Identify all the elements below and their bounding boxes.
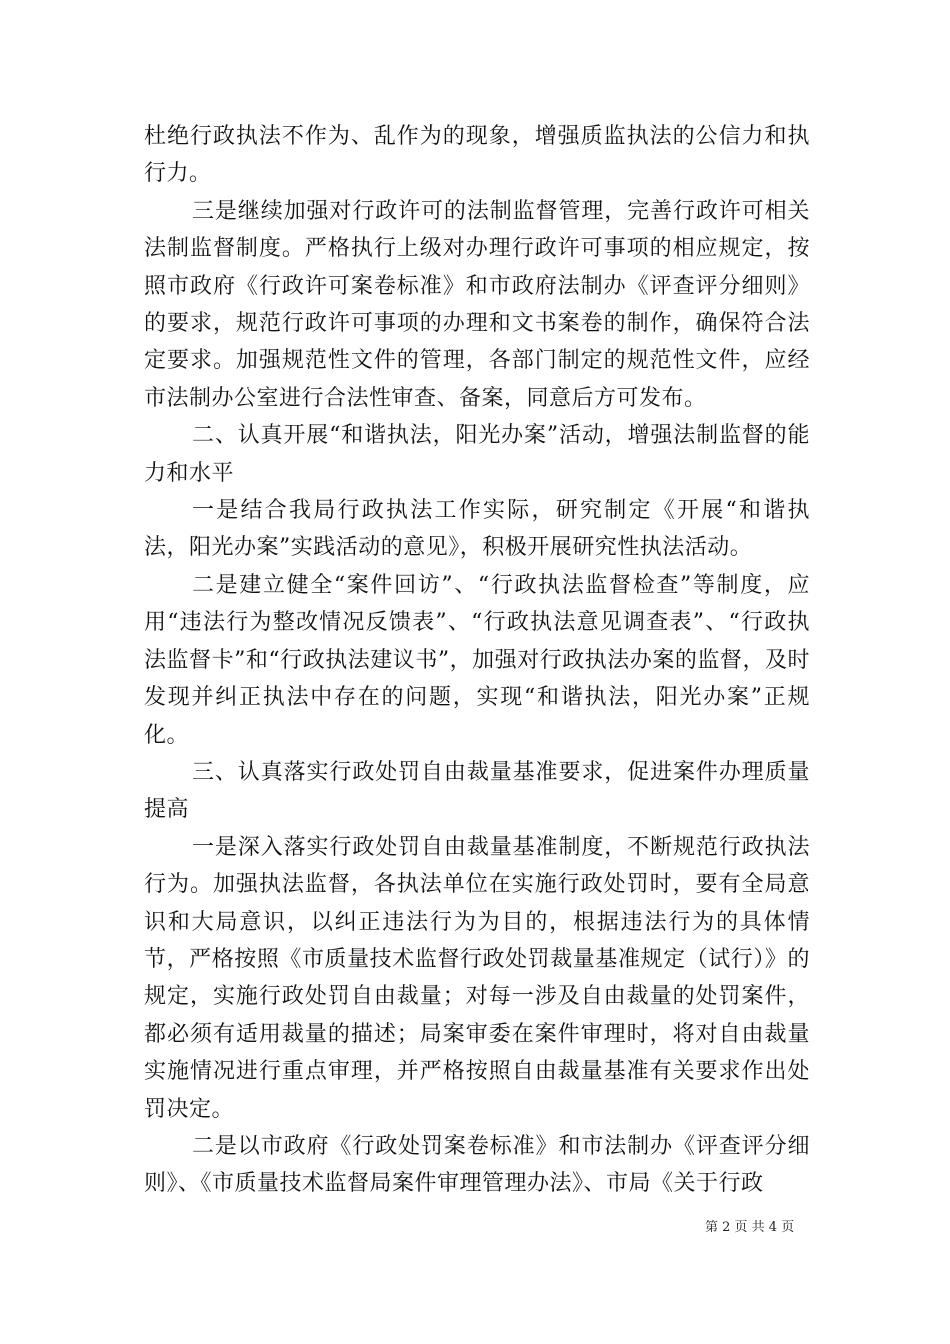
body-text (144, 118, 810, 1203)
paragraph-4: 一是结合我局行政执法工作实际，研究制定《开展“和谐执法，阳光办案”实践活动的意见》，积极开展研究性执法活动。 (144, 498, 810, 561)
section-heading-2: 二、认真开展“和谐执法，阳光办案”活动，增强法制监督的能力和水平 (144, 423, 810, 486)
page-number-footer: 第 2 页 共 4 页 (705, 1220, 795, 1235)
paragraph-5: 二是建立健全“案件回访”、“行政执法监督检查”等制度，应用“违法行为整改情况反馈表”、“行政执法意见调查表”、“行政执法监督卡”和“行政执法建议书”，加强对行政执法办案的监督，及时发现并纠正执法中存在的问题，实现“和谐执法，阳光办案”正规化。 (144, 572, 810, 748)
paragraph-8: 二是以市政府《行政处罚案卷标准》和市法制办《评查评分细则》、《市质量技术监督局案件审理管理办法》、市局《关于行政 (144, 1133, 810, 1197)
paragraph-2: 三是继续加强对行政许可的法制监督管理，完善行政许可相关法制监督制度。严格执行上级对办理行政许可事项的相应规定，按照市政府《行政许可案卷标准》和市政府法制办《评查评分细则》的要求，规范行政许可事项的办理和文书案卷的制作，确保符合法定要求。加强规范性文件的管理，各部门制定的规范性文件，应经市法制办公室进行合法性审查、备案，同意后方可发布。 (144, 198, 810, 411)
paragraph-1: 杜绝行政执法不作为、乱作为的现象，增强质监执法的公信力和执行力。 (144, 124, 810, 187)
paragraph-7: 一是深入落实行政处罚自由裁量基准制度，不断规范行政执法行为。加强执法监督，各执法单位在实施行政处罚时，要有全局意识和大局意识，以纠正违法行为为目的，根据违法行为的具体情节，严格按照《市质量技术监督行政处罚裁量基准规定（试行）》的规定，实施行政处罚自由裁量；对每一涉及自由裁量的处罚案件，都必须有适用裁量的描述；局案审委在案件审理时，将对自由裁量实施情况进行重点审理，并严格按照自由裁量基准有关要求作出处罚决定。 (144, 834, 810, 1122)
section-heading-3: 三、认真落实行政处罚自由裁量基准要求，促进案件办理质量提高 (144, 759, 810, 823)
